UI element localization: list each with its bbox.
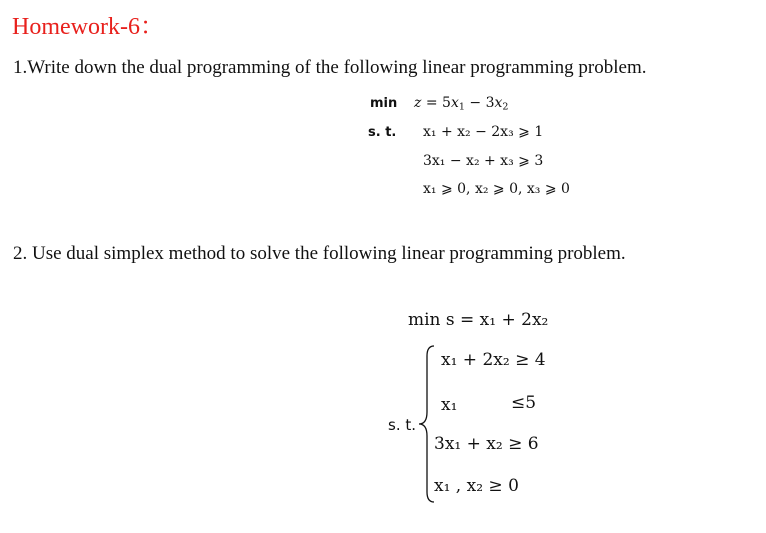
nonnegativity-constraint: x₁ , x₂ ≥ 0: [434, 476, 519, 496]
min-label: min: [370, 96, 398, 111]
constraint-2-rhs: ≤5: [511, 393, 537, 413]
constraint-1: x₁ + 2x₂ ≥ 4: [441, 350, 546, 370]
constraint-1: x₁ + x₂ − 2x₃ ⩾ 1: [423, 124, 544, 140]
homework-title: Homework-6：: [12, 14, 164, 40]
problem-2-text: 2. Use dual simplex method to solve the following linear programming problem.: [13, 243, 626, 264]
constraint-2-lhs: x₁: [441, 395, 458, 415]
objective-function: min s = x₁ + 2x₂: [408, 310, 549, 330]
nonnegativity-constraint: x₁ ⩾ 0, x₂ ⩾ 0, x₃ ⩾ 0: [423, 181, 570, 197]
objective-function: $z = 5x_1 - 3x_2$: [414, 95, 509, 113]
st-label: s. t.: [368, 125, 397, 140]
constraint-2: 3x₁ − x₂ + x₃ ⩾ 3: [423, 153, 544, 169]
problem-1-text: 1.Write down the dual programming of the following linear programming problem.: [13, 57, 647, 78]
st-label: s. t.: [388, 416, 417, 434]
constraint-3: 3x₁ + x₂ ≥ 6: [434, 434, 539, 454]
